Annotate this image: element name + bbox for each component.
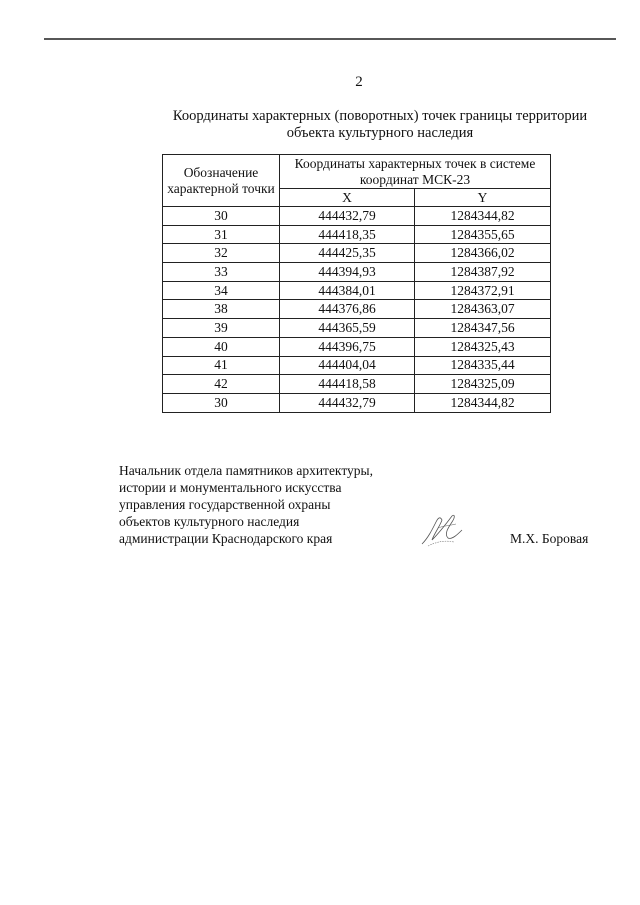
x-coordinate-cell: 444404,04 bbox=[280, 356, 415, 375]
x-column-header: X bbox=[280, 189, 415, 207]
x-coordinate-cell: 444432,79 bbox=[280, 393, 415, 412]
point-cell: 41 bbox=[163, 356, 280, 375]
point-cell: 40 bbox=[163, 337, 280, 356]
y-coordinate-cell: 1284325,43 bbox=[415, 337, 551, 356]
page-number: 2 bbox=[355, 74, 363, 90]
signer-title-line-1: Начальник отдела памятников архитектуры, bbox=[119, 463, 373, 478]
y-coordinate-cell: 1284347,56 bbox=[415, 319, 551, 338]
y-coordinate-cell: 1284387,92 bbox=[415, 263, 551, 282]
x-coordinate-cell: 444396,75 bbox=[280, 337, 415, 356]
coords-column-header: Координаты характерных точек в системе координат МСК-23 bbox=[280, 155, 551, 189]
point-cell: 38 bbox=[163, 300, 280, 319]
table-row bbox=[163, 356, 551, 375]
point-cell: 34 bbox=[163, 281, 280, 300]
document-title bbox=[160, 108, 600, 142]
y-coordinate-cell: 1284335,44 bbox=[415, 356, 551, 375]
y-coordinate-cell: 1284355,65 bbox=[415, 225, 551, 244]
y-coordinate-cell: 1284366,02 bbox=[415, 244, 551, 263]
point-cell: 42 bbox=[163, 375, 280, 394]
table-row bbox=[163, 244, 551, 263]
table-row bbox=[163, 207, 551, 226]
coordinates-table bbox=[162, 154, 551, 413]
y-coordinate-cell: 1284372,91 bbox=[415, 281, 551, 300]
x-coordinate-cell: 444418,35 bbox=[280, 225, 415, 244]
x-coordinate-cell: 444376,86 bbox=[280, 300, 415, 319]
handwritten-signature bbox=[418, 508, 466, 550]
x-coordinate-cell: 444432,79 bbox=[280, 207, 415, 226]
point-cell: 32 bbox=[163, 244, 280, 263]
signer-title-line-3: управления государственной охраны bbox=[119, 497, 331, 512]
coordinates-table-body bbox=[163, 207, 551, 413]
y-column-header: Y bbox=[415, 189, 551, 207]
point-column-header: Обозначение характерной точки bbox=[163, 155, 280, 207]
point-cell: 33 bbox=[163, 263, 280, 282]
point-cell: 30 bbox=[163, 393, 280, 412]
signer-name: М.Х. Боровая bbox=[510, 531, 589, 546]
table-row bbox=[163, 225, 551, 244]
y-coordinate-cell: 1284344,82 bbox=[415, 393, 551, 412]
y-coordinate-cell: 1284363,07 bbox=[415, 300, 551, 319]
y-coordinate-cell: 1284325,09 bbox=[415, 375, 551, 394]
table-row bbox=[163, 281, 551, 300]
table-row bbox=[163, 337, 551, 356]
signer-title-line-5: администрации Краснодарского края bbox=[119, 531, 333, 546]
title-line-2: объекта культурного наследия bbox=[286, 125, 474, 141]
signer-title-line-4: объектов культурного наследия bbox=[119, 514, 300, 529]
title-line-1: Координаты характерных (поворотных) точек границы территории bbox=[172, 108, 588, 124]
signature-block bbox=[119, 462, 373, 547]
x-coordinate-cell: 444365,59 bbox=[280, 319, 415, 338]
x-coordinate-cell: 444418,58 bbox=[280, 375, 415, 394]
table-row bbox=[163, 393, 551, 412]
signer-title-line-2: истории и монументального искусства bbox=[119, 480, 342, 495]
table-row bbox=[163, 375, 551, 394]
point-cell: 39 bbox=[163, 319, 280, 338]
y-coordinate-cell: 1284344,82 bbox=[415, 207, 551, 226]
table-row bbox=[163, 263, 551, 282]
x-coordinate-cell: 444394,93 bbox=[280, 263, 415, 282]
top-rule bbox=[44, 38, 616, 40]
table-row bbox=[163, 300, 551, 319]
point-cell: 30 bbox=[163, 207, 280, 226]
table-row bbox=[163, 319, 551, 338]
point-cell: 31 bbox=[163, 225, 280, 244]
x-coordinate-cell: 444384,01 bbox=[280, 281, 415, 300]
x-coordinate-cell: 444425,35 bbox=[280, 244, 415, 263]
